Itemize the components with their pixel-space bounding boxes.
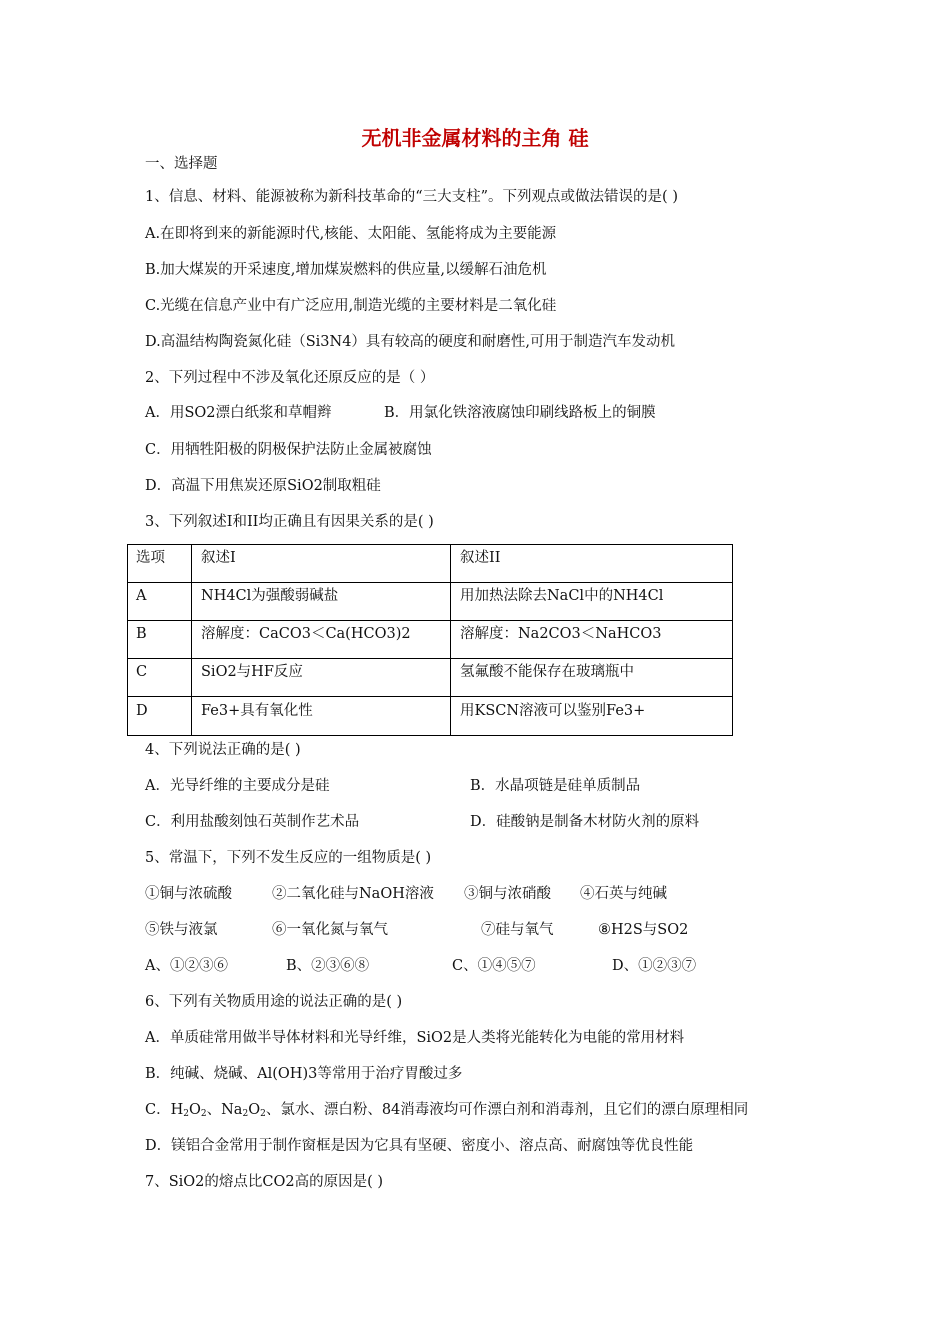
q4-option-a: A．光导纤维的主要成分是硅 bbox=[145, 778, 330, 794]
q5-item: ④石英与纯碱 bbox=[580, 886, 667, 902]
table-cell: NH4Cl为强酸弱碱盐 bbox=[201, 588, 339, 604]
q4-stem: 4、下列说法正确的是( ) bbox=[145, 742, 301, 758]
q6-stem: 6、下列有关物质用途的说法正确的是( ) bbox=[145, 994, 403, 1010]
table-header-statement-1: 叙述I bbox=[201, 550, 236, 566]
q4-option-c: C．利用盐酸刻蚀石英制作艺术品 bbox=[145, 814, 360, 830]
q5-item: ⑦硅与氧气 bbox=[481, 922, 554, 938]
q5-option-d: D、①②③⑦ bbox=[612, 958, 697, 974]
table-cell: Fe3+具有氧化性 bbox=[201, 703, 313, 719]
q6-option-d: D．镁铝合金常用于制作窗框是因为它具有坚硬、密度小、溶点高、耐腐蚀等优良性能 bbox=[145, 1138, 694, 1154]
q2-option-b: B．用氯化铁溶液腐蚀印刷线路板上的铜膜 bbox=[384, 405, 656, 421]
q5-item: ⑤铁与液氯 bbox=[145, 922, 218, 938]
q6-option-c: C．$H_2O_2$、$Na_2O_2$、氯水、漂白粉、84消毒液均可作漂白剂和消毒剂，且它们的漂白原理相同 bbox=[145, 1102, 749, 1119]
table-cell: 用加热法除去NaCl中的NH4Cl bbox=[460, 588, 664, 604]
q1-option-c: C.光缆在信息产业中有广泛应用,制造光缆的主要材料是二氧化硅 bbox=[145, 298, 557, 314]
table-cell: B bbox=[136, 626, 147, 642]
q5-item: ②二氧化硅与NaOH溶液 bbox=[272, 886, 434, 902]
table-cell: A bbox=[136, 588, 147, 604]
q2-option-c: C．用牺牲阳极的阴极保护法防止金属被腐蚀 bbox=[145, 442, 432, 458]
q1-option-b: B.加大煤炭的开采速度,增加煤炭燃料的供应量,以缓解石油危机 bbox=[145, 262, 547, 278]
q1-option-a: A.在即将到来的新能源时代,核能、太阳能、氢能将成为主要能源 bbox=[145, 226, 557, 242]
page-title: 无机非金属材料的主角 硅 bbox=[361, 126, 589, 150]
q5-option-b: B、②③⑥⑧ bbox=[286, 958, 370, 974]
table-cell: 用KSCN溶液可以鉴别Fe3+ bbox=[460, 703, 646, 719]
q3-table bbox=[127, 544, 732, 735]
q5-item: ①铜与浓硫酸 bbox=[145, 886, 232, 902]
table-cell: D bbox=[136, 703, 148, 719]
table-cell: C bbox=[136, 664, 148, 680]
q5-option-c: C、①④⑤⑦ bbox=[452, 958, 536, 974]
q5-option-a: A、①②③⑥ bbox=[145, 958, 228, 974]
table-header-option: 选项 bbox=[136, 550, 165, 566]
q2-option-a: A．用SO2漂白纸浆和草帽辫 bbox=[145, 405, 332, 421]
q2-option-d: D．高温下用焦炭还原SiO2制取粗硅 bbox=[145, 478, 381, 494]
q4-option-b: B．水晶项链是硅单质制品 bbox=[470, 778, 641, 794]
q3-stem: 3、下列叙述I和II均正确且有因果关系的是( ) bbox=[145, 514, 434, 530]
table-header-statement-2: 叙述II bbox=[460, 550, 501, 566]
q1-option-d: D.高温结构陶瓷氮化硅（Si3N4）具有较高的硬度和耐磨性,可用于制造汽车发动机 bbox=[145, 334, 676, 350]
q5-stem: 5、常温下，下列不发生反应的一组物质是( ) bbox=[145, 850, 432, 866]
section-heading: 一、选择题 bbox=[145, 156, 218, 172]
q2-stem: 2、下列过程中不涉及氧化还原反应的是（ ） bbox=[145, 370, 435, 386]
q5-item: ③铜与浓硝酸 bbox=[464, 886, 551, 902]
q4-option-d: D．硅酸钠是制备木材防火剂的原料 bbox=[470, 814, 700, 830]
table-cell: 溶解度：Na2CO3＜NaHCO3 bbox=[460, 626, 662, 642]
q6-option-a: A．单质硅常用做半导体材料和光导纤维，SiO2是人类将光能转化为电能的常用材料 bbox=[145, 1030, 685, 1046]
table-cell: SiO2与HF反应 bbox=[201, 664, 303, 680]
table-cell: 氢氟酸不能保存在玻璃瓶中 bbox=[460, 664, 634, 680]
q1-stem: 1、信息、材料、能源被称为新科技革命的“三大支柱”。下列观点或做法错误的是( ) bbox=[145, 189, 678, 205]
table-cell: 溶解度：CaCO3＜Ca(HCO3)2 bbox=[201, 626, 411, 642]
q5-item: ⑧H2S与SO2 bbox=[598, 922, 689, 938]
q5-item: ⑥一氧化氮与氧气 bbox=[272, 922, 388, 938]
q7-stem: 7、SiO2的熔点比CO2高的原因是( ) bbox=[145, 1174, 384, 1190]
q6-option-b: B．纯碱、烧碱、Al(OH)3等常用于治疗胃酸过多 bbox=[145, 1066, 463, 1082]
